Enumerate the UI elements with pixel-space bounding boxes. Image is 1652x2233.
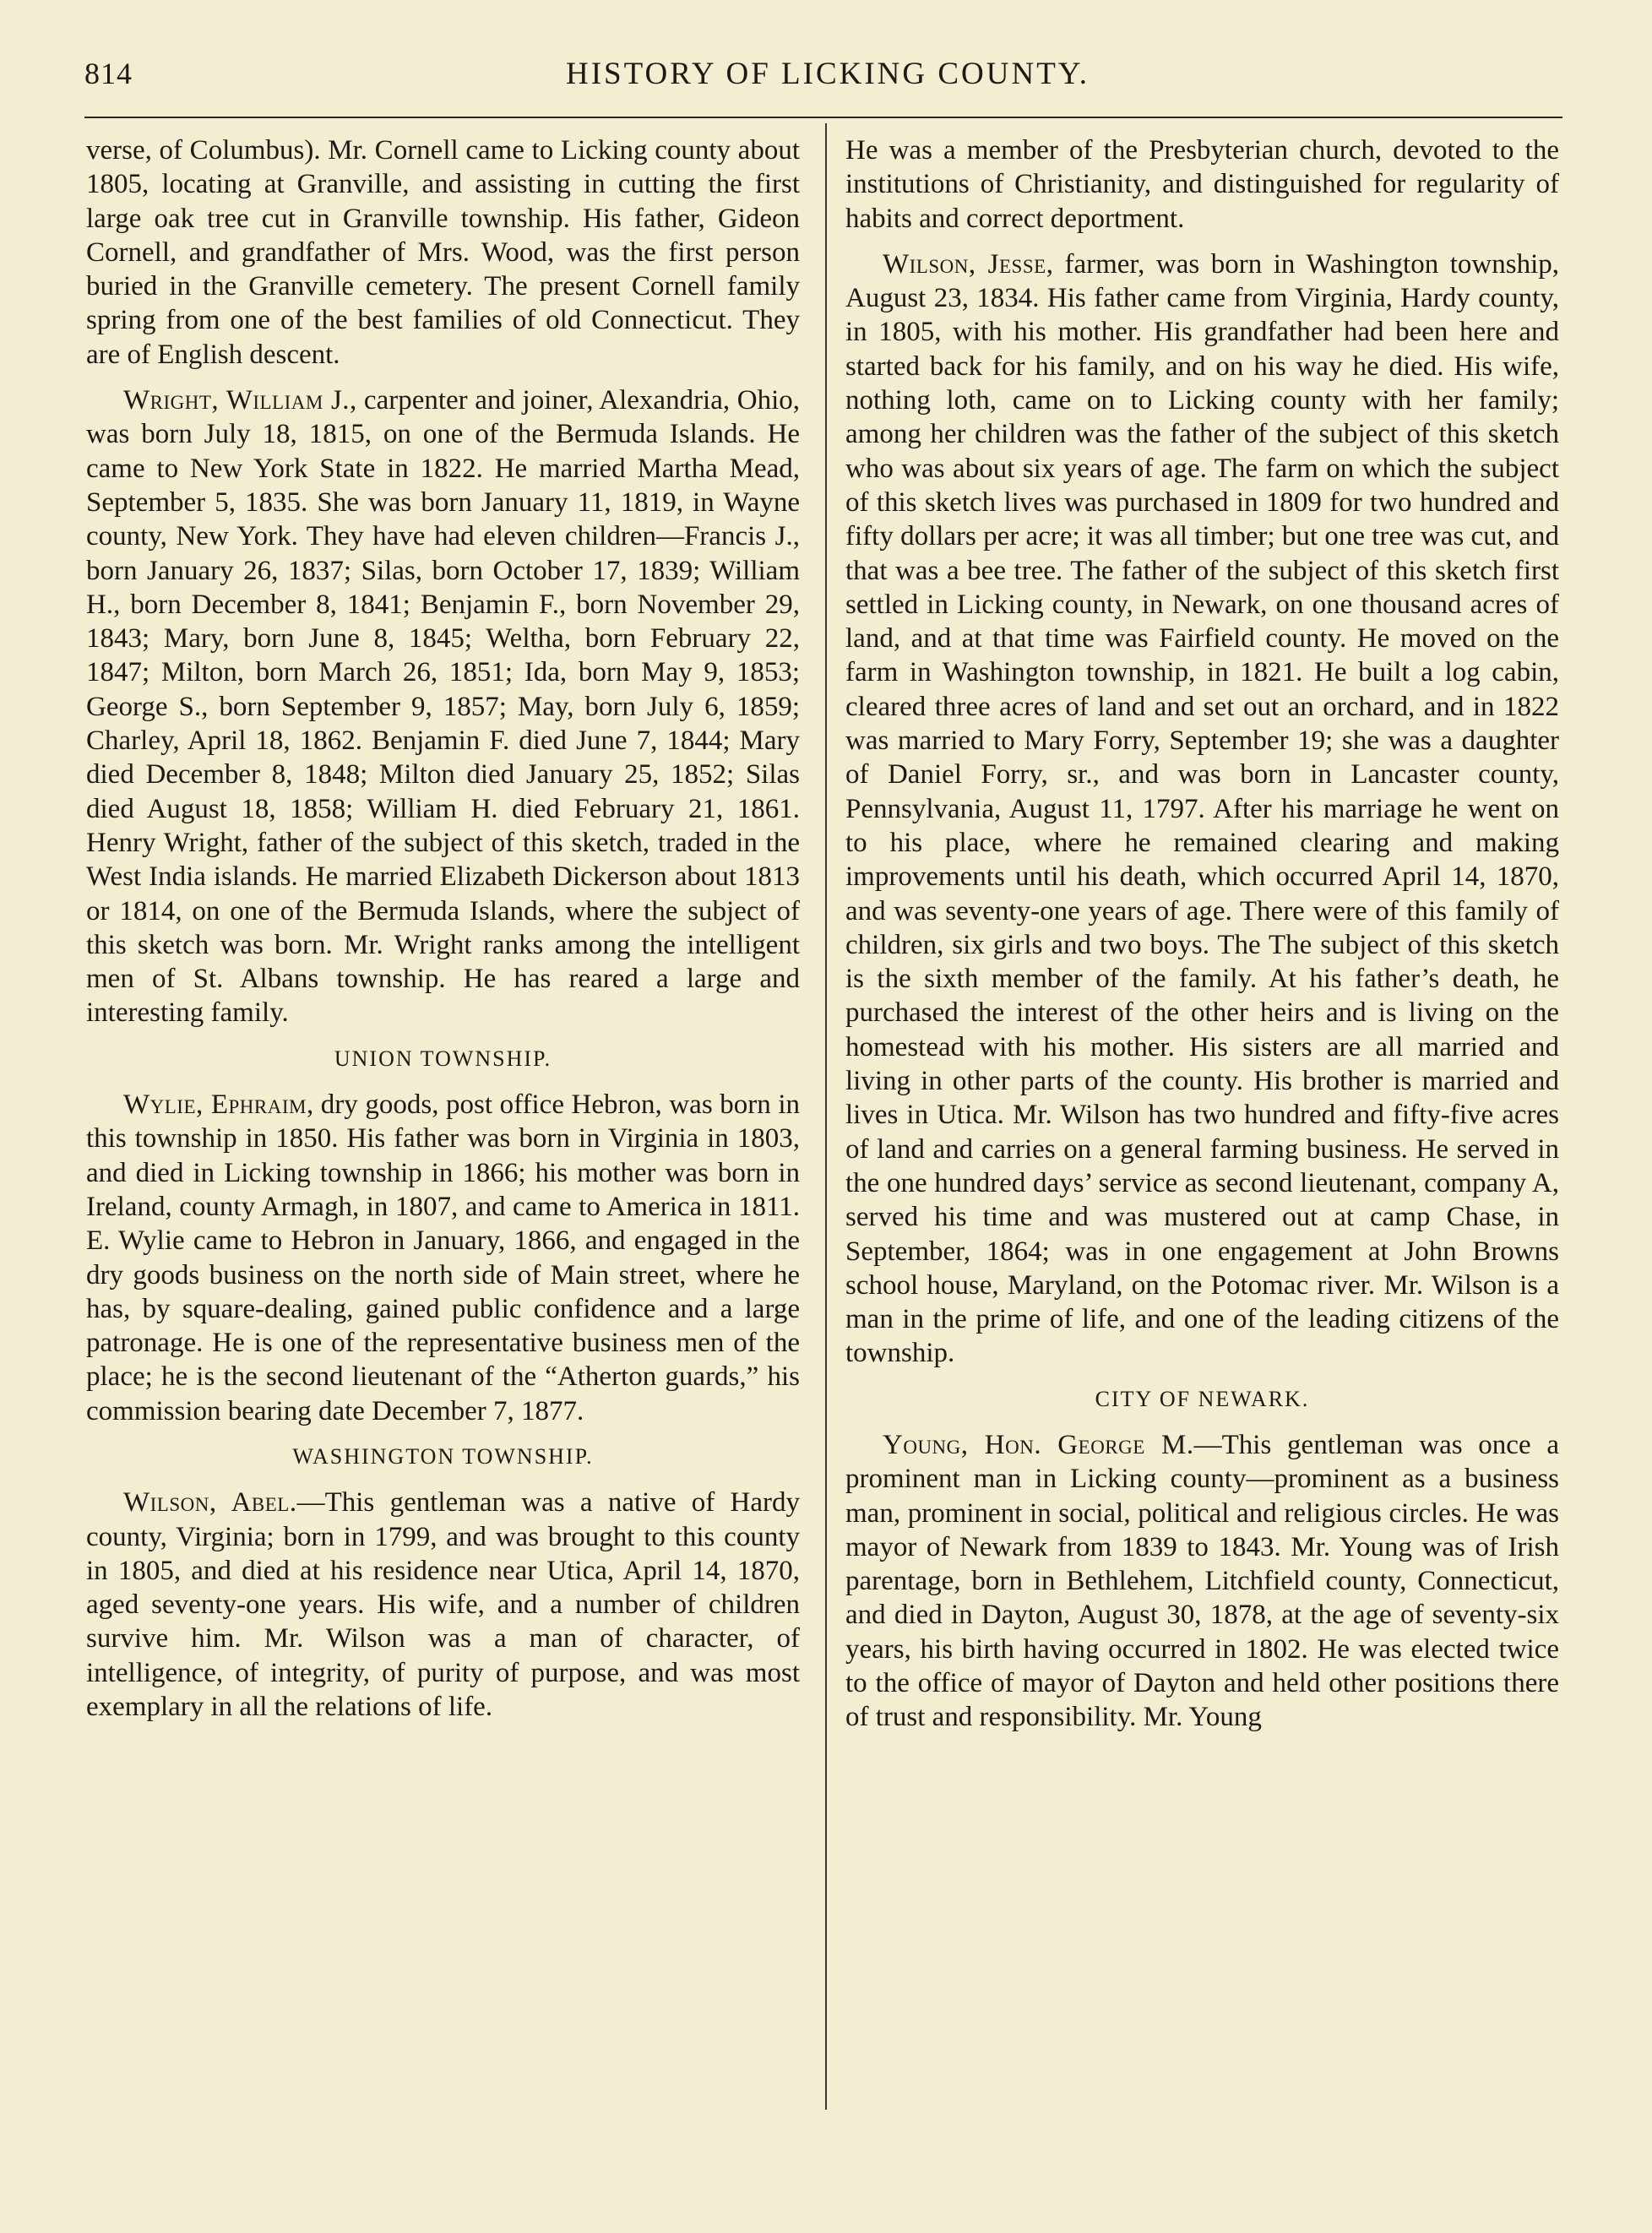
entry-wright-william: [86, 383, 800, 1030]
right-column: [845, 133, 1559, 1747]
column-divider: [825, 123, 827, 2110]
paragraph-wilson-abel-continued: He was a member of the Presbyterian church, devoted to the institutions of Christianity, and distinguished for regularity of habits and correct deportment.: [845, 135, 1559, 234]
entry-text: , dry goods, post office Hebron, was born in this township in 1850. His father was born in Virginia in 1803, and died in Licking township in 1866; his mother was born in Ireland, county Armagh, in 1807, and came to America in 1811. E. Wylie came to Hebron in January, 1866, and engaged in the dry goods business on the north side of Main street, where he has, by square-dealing, gained public confidence and a large patronage. He is one of the representative business men of the place; he is the second lieutenant of the “Atherton guards,” his commission bearing date December 7, 1877.: [86, 1089, 800, 1426]
entry-name: Wylie, Ephraim: [123, 1089, 307, 1121]
paragraph-cornell-continued: verse, of Columbus). Mr. Cornell came to Licking county about 1805, locating at Granville, and assisting in cutting the first large oak tree cut in Granville township. His father, Gideon Cornell, and grandfather of Mrs. Wood, was the first person buried in the Granville cemetery. The present Cornell family spring from one of the best families of old Connecticut. They are of English descent.: [86, 135, 800, 370]
entry-text: —This gentleman was a native of Hardy county, Virginia; born in 1799, and was brought to this county in 1805, and died at his residence near Utica, April 14, 1870, aged seventy-one years. His wife, and a number of children survive him. Mr. Wilson was a man of character, of intelligence, of integrity, of purity of purpose, and was most exemplary in all the relations of life.: [86, 1487, 800, 1723]
entry-wylie-ephraim: [86, 1088, 800, 1428]
entry-text: , carpenter and joiner, Alexandria, Ohio, was born July 18, 1815, on one of the Bermuda Islands. He came to New York State in 1822. He married Martha Mead, September 5, 1835. She was born January 11, 1819, in Wayne county, New York. They have had eleven children—Francis J., born January 26, 1837; Silas, born October 17, 1839; William H., born December 8, 1841; Benjamin F., born November 29, 1843; Mary, born June 8, 1845; Weltha, born February 22, 1847; Milton, born March 26, 1851; Ida, born May 9, 1853; George S., born September 9, 1857; May, born July 6, 1859; Charley, April 18, 1862. Benjamin F. died June 7, 1844; Mary died December 8, 1848; Milton died January 25, 1852; Silas died August 18, 1858; William H. died February 21, 1861. Henry Wright, father of the subject of this sketch, traded in the West India islands. He married Elizabeth Dickerson about 1813 or 1814, on one of the Bermuda Islands, where the subject of this sketch was born. Mr. Wright ranks among the intelligent men of St. Albans township. He has reared a large and interesting family.: [86, 385, 800, 1029]
entry-name: Wilson, Abel.: [123, 1487, 297, 1519]
page-header: [84, 56, 1571, 106]
entry-wilson-abel: [86, 1486, 800, 1724]
entry-wilson-jesse: [845, 247, 1559, 1371]
section-heading-union-township: UNION TOWNSHIP.: [334, 1046, 552, 1071]
header-rule: [84, 117, 1562, 118]
entry-name: Young, Hon. George M.: [883, 1429, 1194, 1460]
entry-young-george: [845, 1428, 1559, 1735]
section-heading-washington-township: WASHINGTON TOWNSHIP.: [292, 1443, 594, 1469]
section-heading-city-of-newark: CITY OF NEWARK.: [1095, 1386, 1310, 1411]
running-title: HISTORY OF LICKING COUNTY.: [565, 57, 1090, 91]
page-number: 814: [84, 57, 133, 90]
entry-name: Wilson, Jesse: [883, 248, 1046, 280]
entry-text: —This gentleman was once a prominent man in Licking county—prominent as a business man, prominent in social, political and religious circles. He was mayor of Newark from 1839 to 1843. Mr. Young was of Irish parentage, born in Bethlehem, Litchfield county, Connecticut, and died in Dayton, August 30, 1878, at the age of seventy-six years, his birth having occurred in 1802. He was elected twice to the office of mayor of Dayton and held other positions there of trust and responsibility. Mr. Young: [845, 1429, 1559, 1733]
left-column: [86, 133, 800, 1736]
entry-name: Wright, William J.: [123, 385, 351, 416]
entry-text: , farmer, was born in Washington township, August 23, 1834. His father came from Virginia, Hardy county, in 1805, with his mother. His grandfather had been here and started back for his family, and on his way he died. His wife, nothing loth, came on to Licking county with her family; among her children was the father of the subject of this sketch who was about six years of age. The farm on which the subject of this sketch lives was purchased in 1809 for two hundred and fifty dollars per acre; it was all timber; but one tree was cut, and that was a bee tree. The father of the subject of this sketch first settled in Licking county, in Newark, on one thousand acres of land, and at that time was Fairfield county. He moved on the farm in Washington township, in 1821. He built a log cabin, cleared three acres of land and set out an orchard, and in 1822 was married to Mary Forry, September 19; she was a daughter of Daniel Forry, sr., and was born in Lancaster county, Pennsylvania, August 11, 1797. After his marriage he went on to his place, where he remained clearing and making improvements until his death, which occurred April 14, 1870, and was seventy-one years of age. There were of this family of children, six girls and two boys. The The subject of this sketch is the sixth member of the family. At his father’s death, he purchased the interest of the other heirs and is living on the homestead with his mother. His sisters are all married and living in other parts of the county. His brother is married and lives in Utica. Mr. Wilson has two hundred and fifty-five acres of land and carries on a general farming business. He served in the one hundred days’ service as second lieutenant, company A, served his time and was mustered out at camp Chase, in September, 1864; was in one engagement at John Browns school house, Maryland, on the Potomac river. Mr. Wilson is a man in the prime of life, and one of the leading citizens of the township.: [845, 248, 1559, 1369]
